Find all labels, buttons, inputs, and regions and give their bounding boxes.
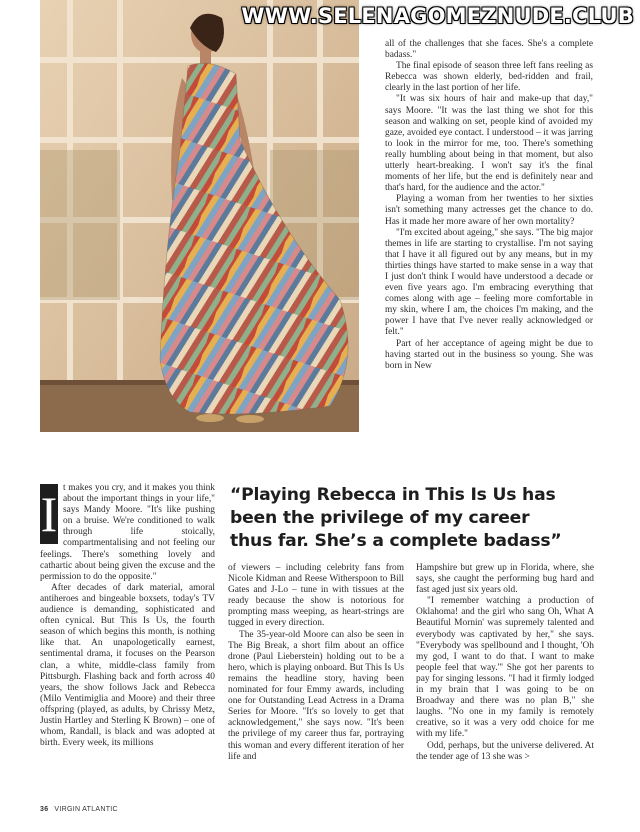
paragraph: all of the challenges that she faces. She's a complete badass." [385, 39, 593, 61]
paragraph: t makes you cry, and it makes you think about the important things in your life," says Mandy Moore. "It's like pushing on a bruise. We're conditioned to walk through life stoically, compartmentalising and not feeling our feelings. There's something lovely and cathartic about being given the excuse and the permission to do the opposite." [40, 483, 215, 582]
paragraph: "I remember watching a production of Oklahoma! and the girl who sang Oh, What A Beautiful Mornin' was supremely talented and everybody was captivated by her," she says. "Everybody was spellbound and I thought, 'Oh my god, I want to do that. I want to make people feel that way.'" She got her parents to pay for singing lessons. "I had it firmly lodged in my brain that I was going to be on Broadway and there was no plan B," she laughs. "No one in my family is remotely creative, so it was a very odd choice for me with my life." [416, 596, 594, 740]
right-column-text [385, 39, 593, 372]
paragraph: "I'm excited about ageing," she says. "The big major themes in life are starting to crystallise. I'm not saying that I have it all figured out by any means, but in my thirties things have started to make sense in a way that I just don't think I would have understood a decade or even five years ago. I'm embracing everything that comes along with age – feeling more comfortable in my skin, where I am, the choices I'm making, and the power I have that I've never really acknowledged or felt." [385, 227, 593, 338]
fashion-photo [40, 0, 359, 432]
column-2-text [228, 563, 404, 763]
page-number: 36 [40, 806, 49, 813]
paragraph: "It was six hours of hair and make-up that day," says Moore. "It was the last thing we shot for this season and walking on set, people kind of avoided my gaze, avoided eye contact. I understood – it was jarring to look in the mirror for me, too. There's something really humbling about being in that moment, but also utterly heart-breaking. I won't say it's the final moments of her life, but the end is definitely near and that's hard, for the audience and the actor." [385, 94, 593, 194]
paragraph: The 35-year-old Moore can also be seen in The Big Break, a short film about an office drone (Paul Lieberstein) holding out to be a hero, which is playing onboard. But This Is Us remains the headline story, having been nominated for four Emmy awards, including one for Outstanding Lead Actress in a Drama Series for Moore. "It's so lovely to get that acknowledgement," she says now. "It's been the privilege of my career thus far, portraying this woman and every different iteration of her life and [228, 629, 404, 762]
pull-quote: “Playing Rebecca in This Is Us has been the privilege of my career thus far. She’s a complete badass” [230, 485, 562, 551]
watermark-text: WWW.SELENAGOMEZNUDE.CLUB [241, 4, 634, 28]
page-footer [40, 806, 118, 813]
paragraph: Hampshire but grew up in Florida, where, she says, she caught the performing bug hard and fast aged just six years old. [416, 563, 594, 596]
column-1-text [40, 483, 215, 749]
paragraph: Part of her acceptance of ageing might be due to having started out in the business so young. She was born in New [385, 338, 593, 371]
drop-cap: I [40, 486, 58, 542]
paragraph: After decades of dark material, amoral antiheroes and bingeable boxsets, today's TV audience is demanding, sophisticated and often cynical. But This Is Us, the fourth season of which begins this month, is nothing like that. An unapologetically earnest, sentimental drama, it focuses on the Pearson clan, a white, middle-class family from Pittsburgh. Flashing back and forth across 40 years, the show follows Jack and Rebecca (Milo Ventimiglia and Moore) and their three offspring (played, as adults, by Chrissy Metz, Justin Hartley and Sterling K Brown) – one of whom, Randall, is black and was adopted at birth. Every week, its millions [40, 582, 215, 749]
publication-name: VIRGIN ATLANTIC [54, 806, 118, 813]
paragraph: Playing a woman from her twenties to her sixties isn't something many actresses get the chance to do. Has it made her more aware of her own mortality? [385, 194, 593, 227]
paragraph: The final episode of season three left fans reeling as Rebecca was shown elderly, bed-ridden and frail, clearly in the last portion of her life. [385, 61, 593, 94]
column-3-text [416, 563, 594, 763]
paragraph: Odd, perhaps, but the universe delivered. At the tender age of 13 she was > [416, 740, 594, 762]
paragraph: of viewers – including celebrity fans from Nicole Kidman and Reese Witherspoon to Bill Gates and J-Lo – tune in with tissues at the ready because the show is notorious for prompting mass weeping, as heart-strings are tugged in every direction. [228, 563, 404, 629]
